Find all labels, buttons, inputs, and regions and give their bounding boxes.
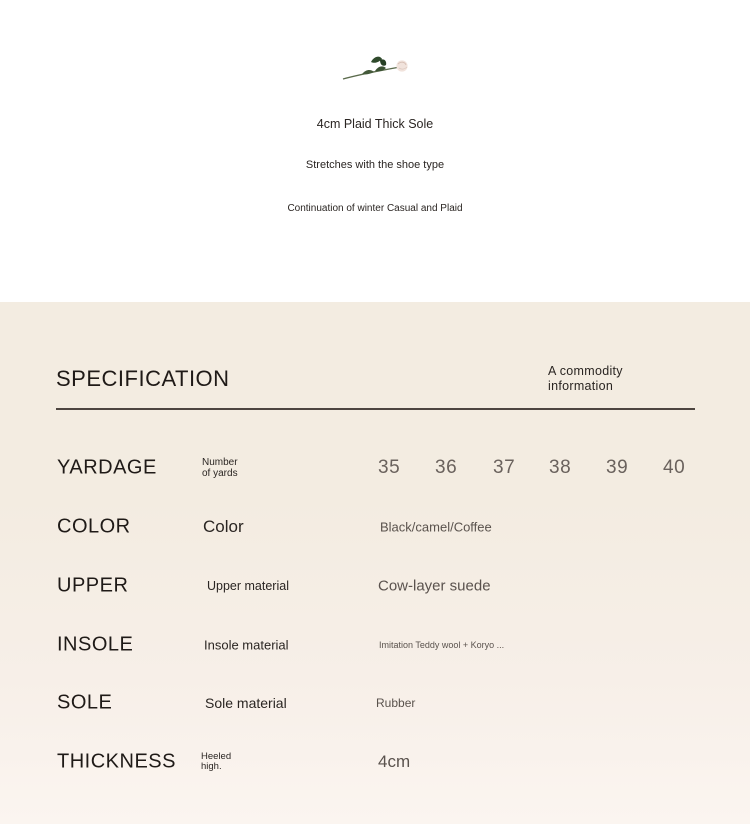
tagline-tertiary: Continuation of winter Casual and Plaid [287, 203, 463, 214]
spec-row-label: THICKNESS [57, 750, 176, 773]
size-value: 37 [493, 457, 516, 478]
spec-row-color [0, 507, 750, 547]
specification-divider [56, 408, 695, 410]
size-value: 36 [435, 457, 458, 478]
spec-row-label: COLOR [57, 515, 131, 538]
spec-row-field-line2: of yards [202, 468, 238, 479]
tagline-primary: 4cm Plaid Thick Sole [316, 117, 434, 131]
spec-row-field: Color [203, 517, 244, 536]
spec-row-value: Imitation Teddy wool + Koryo ... [379, 640, 505, 650]
spec-row-field [201, 752, 231, 772]
specification-subtitle [548, 364, 658, 394]
tagline-secondary: Stretches with the shoe type [305, 159, 445, 171]
spec-row-value: Cow-layer suede [378, 577, 491, 595]
specification-title: SPECIFICATION [56, 366, 230, 391]
spec-row-label: UPPER [57, 574, 129, 597]
size-value: 39 [606, 457, 629, 478]
spec-row-insole [0, 625, 750, 665]
size-value: 35 [378, 457, 401, 478]
specification-panel [0, 302, 750, 824]
spec-row-field: Sole material [205, 695, 287, 711]
spec-row-label: INSOLE [57, 633, 134, 656]
spec-row-label: SOLE [57, 691, 113, 714]
size-value: 40 [663, 457, 686, 478]
spec-row-value: Black/camel/Coffee [380, 519, 492, 535]
spec-row-field: Insole material [204, 637, 289, 653]
spec-row-yardage [0, 448, 750, 488]
spec-row-upper [0, 566, 750, 606]
size-value: 38 [549, 457, 572, 478]
specification-subtitle-line2: information [548, 379, 614, 393]
spec-row-field: Upper material [207, 579, 289, 593]
spec-row-value: 4cm [378, 752, 411, 771]
size-list [0, 448, 750, 488]
spec-row-thickness [0, 742, 750, 782]
spec-row-field-line1: Number [202, 457, 238, 468]
spec-row-sole [0, 683, 750, 723]
spec-row-field-line1: Heeled [201, 751, 232, 762]
specification-subtitle-line1: A commodity [548, 364, 623, 378]
spec-row-value: Rubber [376, 696, 416, 710]
spec-row-field-line2: high. [201, 761, 222, 772]
rose-icon [340, 52, 412, 84]
intro-section [0, 0, 750, 302]
spec-row-label: YARDAGE [57, 456, 157, 479]
